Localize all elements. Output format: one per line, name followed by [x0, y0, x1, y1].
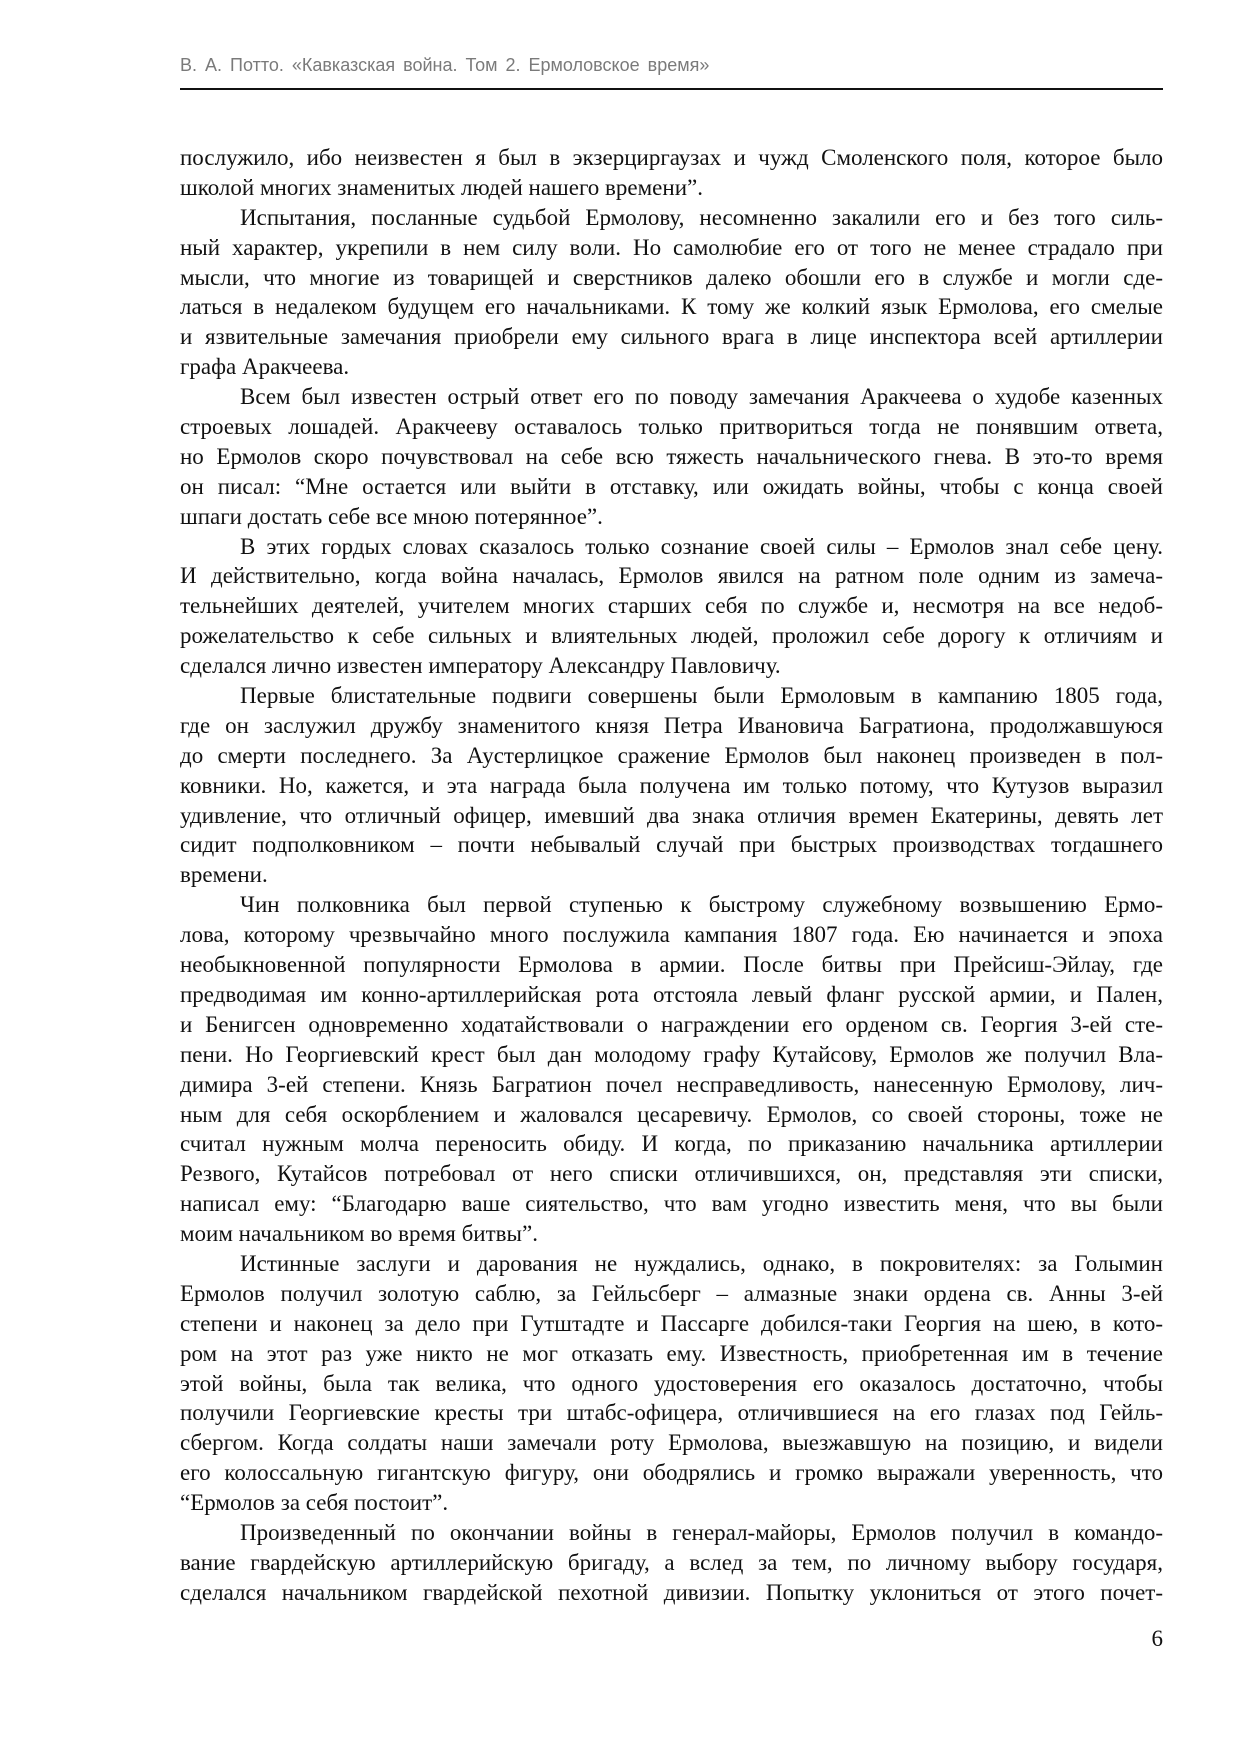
text-line: удивление, что отличный офицер, имевший два знака отличия времен Екатерины, девять лет — [180, 802, 1163, 828]
text-line: он писал: “Мне остается или выйти в отставку, или ожидать войны, чтобы с конца своей — [180, 473, 1163, 499]
page-number: 6 — [1151, 1626, 1163, 1651]
paragraph — [180, 532, 1163, 681]
text-line: Всем был известен острый ответ его по поводу замечания Аракчеева о худобе казенных — [240, 384, 1163, 410]
text-line: но Ермолов скоро почувствовал на себе всю тяжесть начальнического гнева. В это-то время — [180, 443, 1163, 469]
paragraph — [180, 890, 1163, 1249]
text-line: до смерти последнего. За Аустерлицкое сражение Ермолов был наконец произведен в пол- — [180, 742, 1163, 768]
paragraph — [180, 203, 1163, 382]
text-line: ковники. Но, кажется, и эта награда была получена им только потому, что Кутузов выразил — [180, 772, 1163, 798]
text-line: предводимая им конно-артиллерийская рота отстояла левый фланг русской армии, и Пален, — [180, 981, 1163, 1007]
text-line: И действительно, когда война началась, Ермолов явился на ратном поле одним из замеча- — [180, 563, 1163, 589]
text-line: сбергом. Когда солдаты наши замечали роту Ермолова, выезжавшую на позицию, и видели — [180, 1430, 1163, 1456]
body-text — [180, 143, 1163, 1608]
text-line: получили Георгиевские кресты три штабс-офицера, отличившиеся на его глазах под Гейль- — [180, 1400, 1163, 1426]
text-line: необыкновенной популярности Ермолова в армии. После битвы при Прейсиш-Эйлау, где — [180, 952, 1163, 978]
text-line: Первые блистательные подвиги совершены были Ермоловым в кампанию 1805 года, — [240, 683, 1163, 709]
header-rule — [180, 88, 1163, 90]
paragraph — [180, 143, 1163, 203]
text-line: степени и наконец за дело при Гутштадте и Пассарге добился-таки Георгия на шею, в кото- — [180, 1310, 1163, 1336]
text-line: этой войны, была так велика, что одного удостоверения его оказалось достаточно, чтобы — [180, 1370, 1163, 1396]
text-line: ный характер, укрепили в нем силу воли. Но самолюбие его от того не менее страдало при — [180, 234, 1163, 260]
text-line: тельнейших деятелей, учителем многих старших себя по службе и, несмотря на все недоб- — [180, 593, 1163, 619]
running-header: В. А. Потто. «Кавказская война. Том 2. Ермоловское время» — [180, 55, 710, 75]
text-line: моим начальником во время битвы”. — [180, 1221, 538, 1247]
text-line: В этих гордых словах сказалось только сознание своей силы – Ермолов знал себе цену. — [240, 533, 1163, 559]
text-line: латься в недалеком будущем его начальниками. К тому же колкий язык Ермолова, его смелые — [180, 294, 1163, 320]
text-line: сделался начальником гвардейской пехотной дивизии. Попытку уклониться от этого почет- — [180, 1579, 1163, 1605]
text-line: считал нужным молча переносить обиду. И когда, по приказанию начальника артиллерии — [180, 1131, 1163, 1157]
text-line: Чин полковника был первой ступенью к быстрому служебному возвышению Ермо- — [240, 892, 1163, 918]
text-line: Истинные заслуги и дарования не нуждались, однако, в покровителях: за Голымин — [240, 1250, 1163, 1276]
text-line: и язвительные замечания приобрели ему сильного врага в лице инспектора всей артиллерии — [180, 324, 1163, 350]
text-line: его колоссальную гигантскую фигуру, они ободрялись и громко выражали уверенность, что — [180, 1460, 1163, 1486]
text-line: строевых лошадей. Аракчееву оставалось только притвориться тогда не понявшим ответа, — [180, 414, 1163, 440]
text-line: вание гвардейскую артиллерийскую бригаду, а вслед за тем, по личному выбору государя, — [180, 1549, 1163, 1575]
text-line: школой многих знаменитых людей нашего времени”. — [180, 174, 703, 200]
text-line: шпаги достать себе все мною потерянное”. — [180, 503, 603, 529]
text-line: лова, которому чрезвычайно много послужила кампания 1807 года. Ею начинается и эпоха — [180, 922, 1163, 948]
text-line: Произведенный по окончании войны в генерал-майоры, Ермолов получил в командо- — [240, 1519, 1163, 1545]
text-line: ным для себя оскорблением и жаловался цесаревичу. Ермолов, со своей стороны, тоже не — [180, 1101, 1163, 1127]
text-line: пени. Но Георгиевский крест был дан молодому графу Кутайсову, Ермолов же получил Вла- — [180, 1041, 1163, 1067]
text-line: Испытания, посланные судьбой Ермолову, несомненно закалили его и без того силь- — [240, 204, 1163, 230]
paragraph — [180, 1518, 1163, 1608]
text-line: Ермолов получил золотую саблю, за Гейльсберг – алмазные знаки ордена св. Анны 3-ей — [180, 1280, 1163, 1306]
text-line: Резвого, Кутайсов потребовал от него списки отличившихся, он, представляя эти списки, — [180, 1161, 1163, 1187]
paragraph — [180, 681, 1163, 890]
text-line: графа Аракчеева. — [180, 354, 350, 380]
text-line: сделался лично известен императору Александру Павловичу. — [180, 653, 781, 679]
text-line: “Ермолов за себя постоит”. — [180, 1490, 449, 1516]
text-line: ром на этот раз уже никто не мог отказать ему. Известность, приобретенная им в течение — [180, 1340, 1163, 1366]
text-line: времени. — [180, 862, 268, 888]
paragraph — [180, 382, 1163, 531]
paragraph — [180, 1249, 1163, 1518]
text-line: где он заслужил дружбу знаменитого князя Петра Ивановича Багратиона, продолжавшуюся — [180, 712, 1163, 738]
text-line: послужило, ибо неизвестен я был в экзерциргаузах и чужд Смоленского поля, которое было — [180, 145, 1163, 170]
text-line: и Бенигсен одновременно ходатайствовали о награждении его орденом св. Георгия 3-ей сте- — [180, 1011, 1163, 1037]
text-line: рожелательство к себе сильных и влиятельных людей, проложил себе дорогу к отличиям и — [180, 623, 1163, 649]
text-line: димира 3-ей степени. Князь Багратион почел несправедливость, нанесенную Ермолову, лич- — [180, 1071, 1163, 1097]
text-line: сидит подполковником – почти небывалый случай при быстрых производствах тогдашнего — [180, 832, 1163, 858]
text-line: написал ему: “Благодарю ваше сиятельство, что вам угодно известить меня, что вы были — [180, 1191, 1163, 1217]
text-line: мысли, что многие из товарищей и сверстников далеко обошли его в службе и могли сде- — [180, 264, 1163, 290]
